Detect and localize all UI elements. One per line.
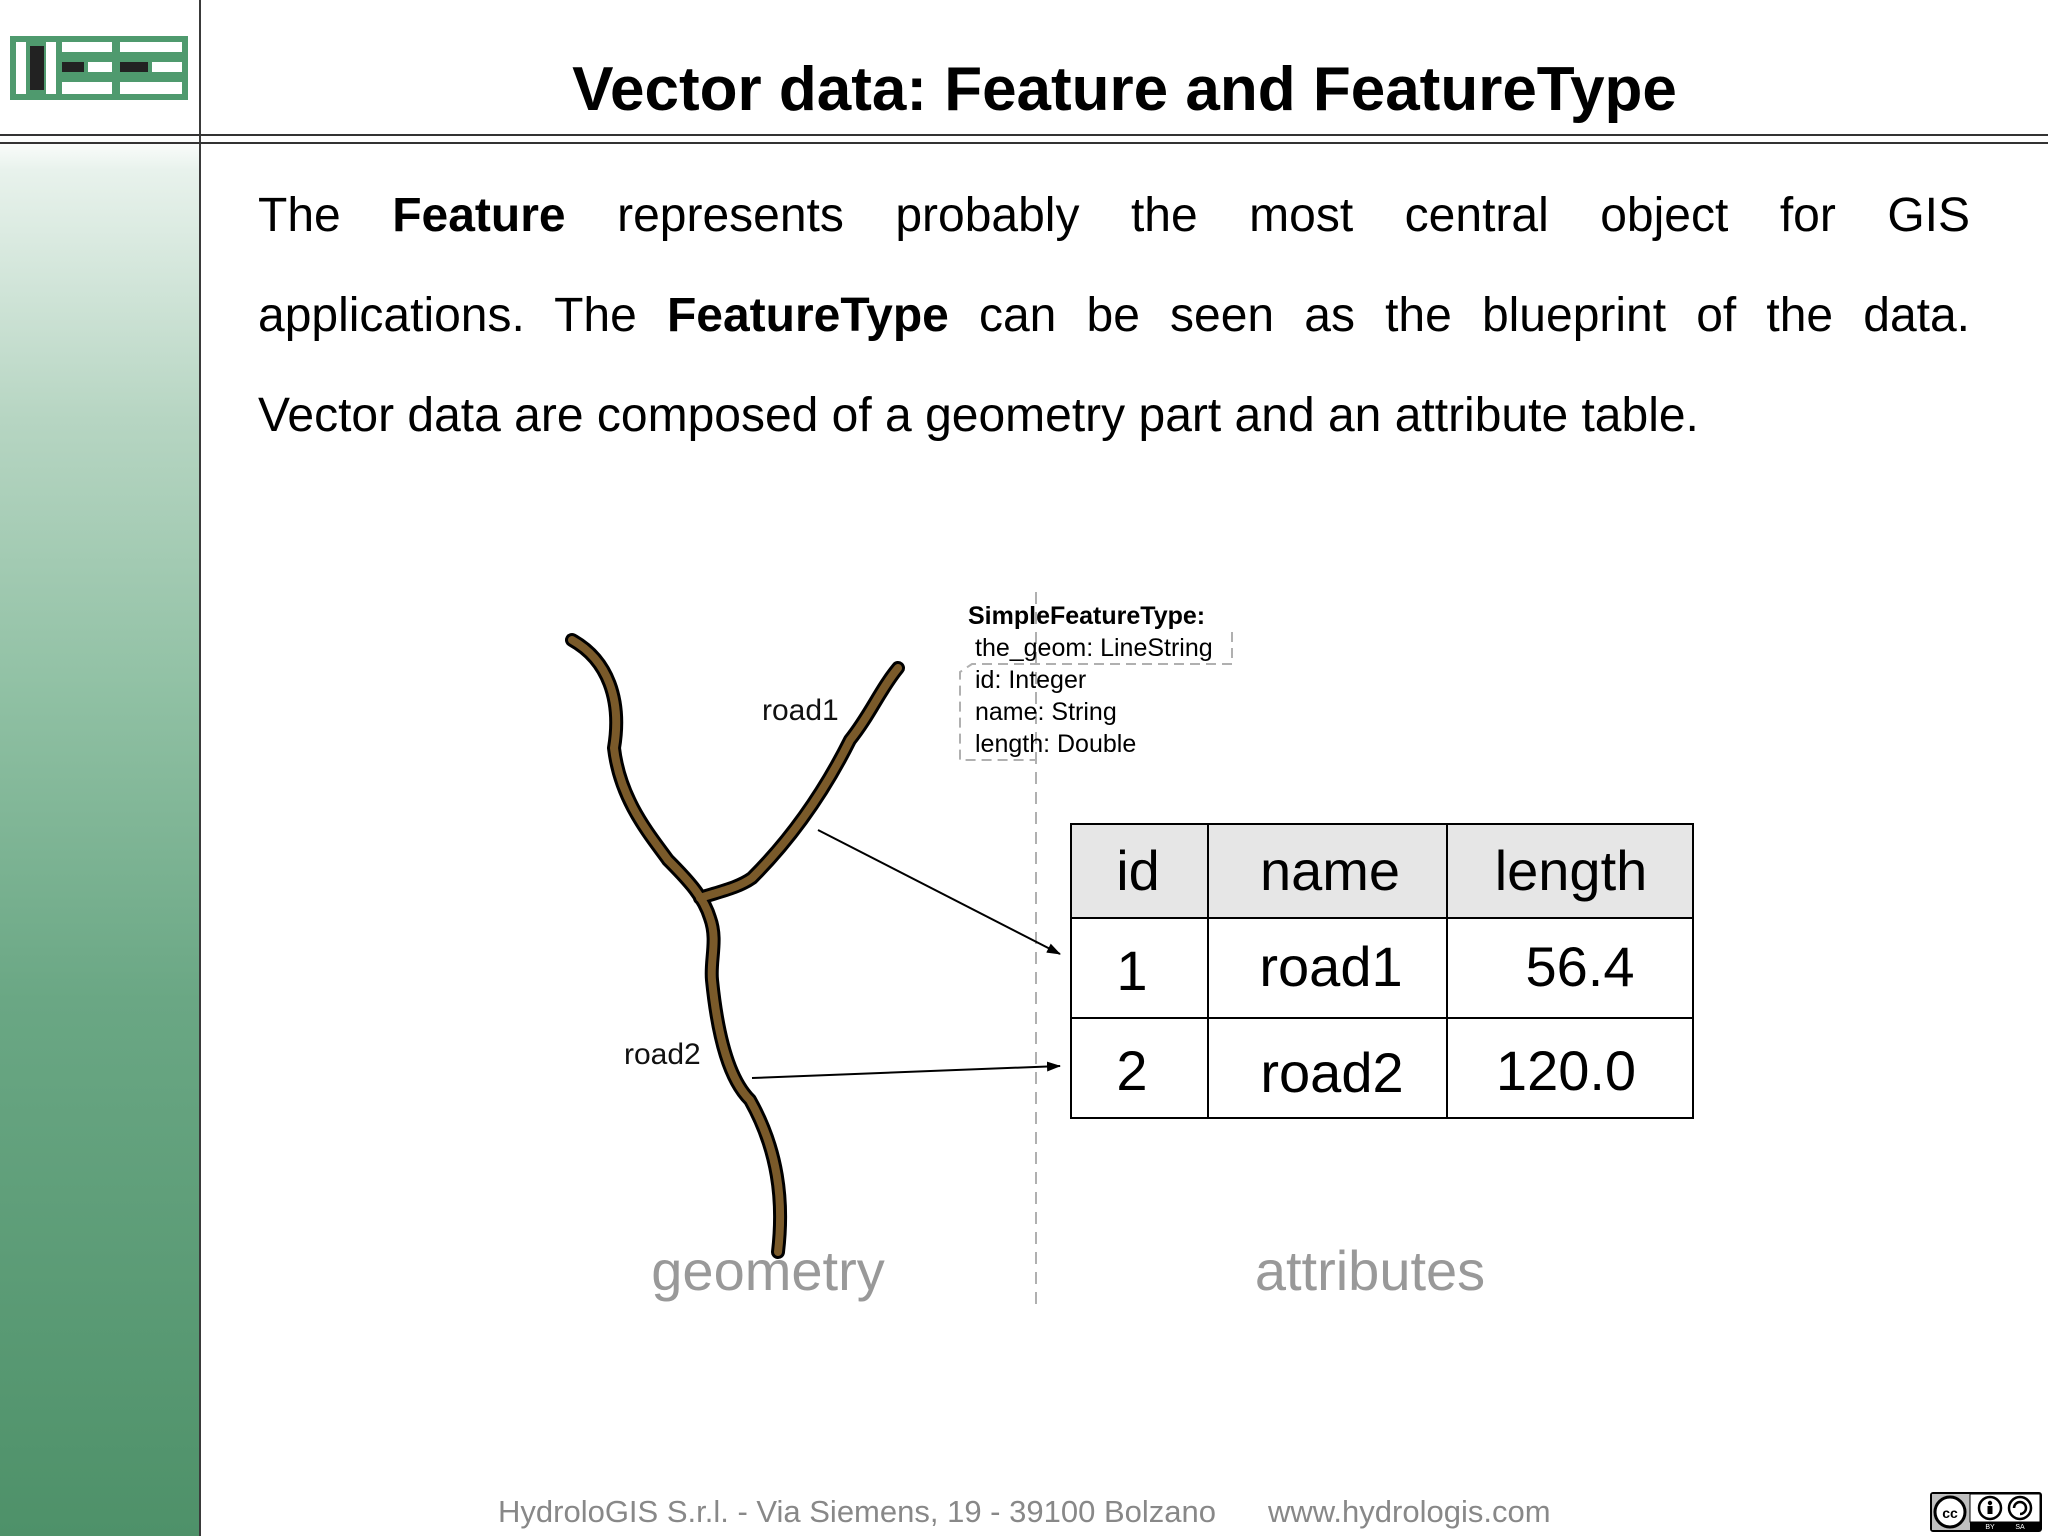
- feature-type-field: the_geom: LineString: [975, 634, 1213, 662]
- attribute-table: [1071, 824, 1693, 1118]
- road-network: [572, 640, 898, 1252]
- table-cell: 56.4: [1525, 935, 1635, 998]
- geometry-label-road2: road2: [624, 1038, 701, 1071]
- table-cell: 120.0: [1495, 1039, 1637, 1102]
- creative-commons-by-sa-icon: [1932, 1494, 2040, 1530]
- table-header-cell: name: [1259, 839, 1401, 902]
- slide-title: Vector data: Feature and FeatureType: [572, 55, 1677, 124]
- table-header-cell: length: [1494, 839, 1648, 902]
- paragraph-line-3: Vector data are composed of a geometry part and an attribute table.: [258, 389, 1699, 442]
- paragraph-line-1: The Feature represents probably the most central object for GIS: [258, 189, 1970, 242]
- svg-text:BY: BY: [1985, 1524, 1995, 1530]
- section-label-attributes: attributes: [1254, 1239, 1486, 1302]
- footer: [498, 1494, 1551, 1530]
- footer-address: HydroloGIS S.r.l. - Via Siemens, 19 - 39100 Bolzano: [498, 1494, 1216, 1529]
- feature-type-field: name: String: [975, 698, 1117, 726]
- arrow-road1-to-row1: [818, 830, 1060, 954]
- svg-text:cc: cc: [1942, 1505, 1958, 1521]
- term-feature: Feature: [392, 189, 566, 242]
- feature-type-header: SimpleFeatureType:: [968, 602, 1206, 630]
- term-featuretype: FeatureType: [666, 289, 949, 342]
- arrow-road2-to-row2: [752, 1066, 1060, 1078]
- feature-type-field: id: Integer: [975, 666, 1087, 694]
- table-cell: road1: [1259, 935, 1403, 998]
- footer-url[interactable]: www.hydrologis.com: [1267, 1494, 1551, 1529]
- geometry-label-road1: road1: [762, 694, 839, 727]
- table-cell: 2: [1116, 1039, 1148, 1102]
- feature-type-field: length: Double: [975, 730, 1137, 758]
- table-cell: road2: [1260, 1041, 1404, 1104]
- table-header-cell: id: [1116, 839, 1160, 902]
- table-cell: 1: [1116, 939, 1148, 1002]
- license-badge[interactable]: [1930, 1492, 2042, 1532]
- svg-text:SA: SA: [2015, 1524, 2025, 1530]
- paragraph-line-2: applications. The FeatureType can be seen as the blueprint of the data.: [258, 289, 1971, 342]
- section-label-geometry: geometry: [651, 1239, 885, 1302]
